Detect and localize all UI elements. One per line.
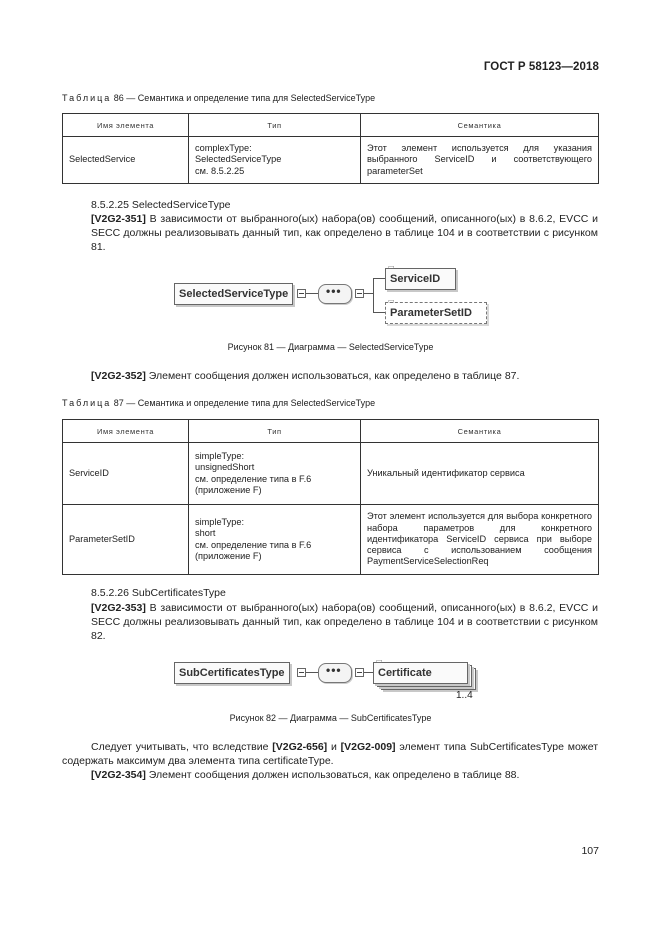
figure82-caption: Рисунок 82 — Диаграмма — SubCertificatesType [229,713,432,723]
requirement-text: В зависимости от выбранного(ых) набора(ов) сообщений, описанного(ых) в 8.6.2, EVCC и SECC должны реализовывать данный тип, как определено в таблице 104 и в соответствии с рисунком 82. [91,602,598,642]
connector-line [306,293,318,294]
note-text: Следует учитывать, что вследствие [91,741,273,753]
element-corner-icon: ▭ [376,658,383,665]
requirement-351 [91,212,598,254]
note-text: и [327,741,341,753]
connector-line [364,293,373,294]
root-type-box: SubCertificatesType [174,662,290,684]
type-line: simpleType: [195,517,245,528]
table-cell-semantic: Этот элемент используется для выбора конкретного набора параметров для конкретного идентификатора ServiceID сервиса при выборе сервиса с использованием сообщения PaymentServiceSelectionReq [361,505,599,575]
collapse-icon [297,668,306,677]
table86-col-semantic: Семантика [361,114,599,137]
table86 [62,113,599,184]
type-line: (приложение F) [195,484,262,495]
table86-col-name: Имя элемента [63,114,189,137]
table-row [63,505,599,575]
type-line: (приложение F) [195,550,262,561]
collapse-icon [297,289,306,298]
table-cell-type [189,137,361,184]
table86-caption-label: Таблица [62,93,112,103]
requirement-id: [V2G2-354] [91,769,146,781]
requirement-353 [91,601,598,643]
table87-header-row [63,420,599,443]
table86-col-type: Тип [189,114,361,137]
type-line: см. определение типа в F.6 [195,539,312,550]
child-element-box: Certificate [373,662,468,684]
table-cell-type [189,443,361,505]
table87-caption [62,398,375,408]
requirement-354 [91,768,519,782]
sequence-dots-icon: ••• [326,663,342,677]
element-corner-icon: ▭ [388,264,395,271]
type-line: unsignedShort [195,462,255,473]
figure81-diagram [0,260,661,330]
requirement-352 [91,369,519,383]
requirement-text: Элемент сообщения должен использоваться, как определено в таблице 88. [145,769,520,781]
requirement-text: В зависимости от выбранного(ых) набора(ов) сообщений, описанного(ых) в 8.6.2, EVCC и SECC должны реализовывать данный тип, как определено в таблице 104 и в соответствии с рисунком 81. [91,213,598,253]
table-cell-name: ParameterSetID [63,505,189,575]
section-heading: 8.5.2.25 SelectedServiceType [91,199,231,211]
collapse-icon [355,668,364,677]
table87 [62,419,599,575]
connector-line [373,278,385,279]
table86-header-row [63,114,599,137]
table86-caption [62,93,375,103]
requirement-ref: [V2G2-656] [272,741,328,753]
connector-line [373,312,385,313]
type-line: short [195,528,216,539]
sequence-dots-icon: ••• [326,284,342,298]
type-line: simpleType: [195,451,245,462]
table-cell-semantic: Уникальный идентификатор сервиса [361,443,599,505]
standard-header: ГОСТ Р 58123—2018 [483,61,599,73]
connector-line [364,672,373,673]
element-corner-icon: ▭ [388,298,395,305]
table86-caption-text: 86 — Семантика и определение типа для SelectedServiceType [111,93,376,103]
table87-col-semantic: Семантика [361,420,599,443]
table-row [63,443,599,505]
requirement-text: Элемент сообщения должен использоваться, как определено в таблице 87. [145,370,520,382]
figure81-caption: Рисунок 81 — Диаграмма — SelectedServiceType [227,342,434,352]
type-line: complexType: [195,143,252,154]
table-cell-semantic: Этот элемент используется для указания выбранного ServiceID и соответствующего parameterSet [361,137,599,184]
requirement-id: [V2G2-352] [91,370,146,382]
note-paragraph [62,740,598,768]
table87-caption-label: Таблица [62,398,112,408]
child-element-box: ServiceID [385,268,456,290]
type-line: см. 8.5.2.25 [195,165,245,176]
requirement-ref: [V2G2-009] [340,741,396,753]
table87-col-name: Имя элемента [63,420,189,443]
connector-line [306,672,318,673]
child-element-box: ParameterSetID [385,302,487,324]
root-type-box: SelectedServiceType [174,283,293,305]
multiplicity-label: 1..4 [456,690,473,701]
table-cell-type [189,505,361,575]
figure82-diagram [0,652,661,707]
table-cell-name: ServiceID [63,443,189,505]
table87-caption-text: 87 — Семантика и определение типа для SelectedServiceType [111,398,376,408]
page-number: 107 [581,845,599,857]
table-cell-name: SelectedService [63,137,189,184]
table-row [63,137,599,184]
note-text: элемент типа SubCertificatesType может содержать максимум два элемента типа certificateType. [62,741,599,767]
type-line: см. определение типа в F.6 [195,473,312,484]
connector-line [373,278,374,313]
requirement-id: [V2G2-351] [91,213,146,225]
type-line: SelectedServiceType [195,154,282,165]
requirement-id: [V2G2-353] [91,602,146,614]
section-heading: 8.5.2.26 SubCertificatesType [91,587,226,599]
table87-col-type: Тип [189,420,361,443]
collapse-icon [355,289,364,298]
